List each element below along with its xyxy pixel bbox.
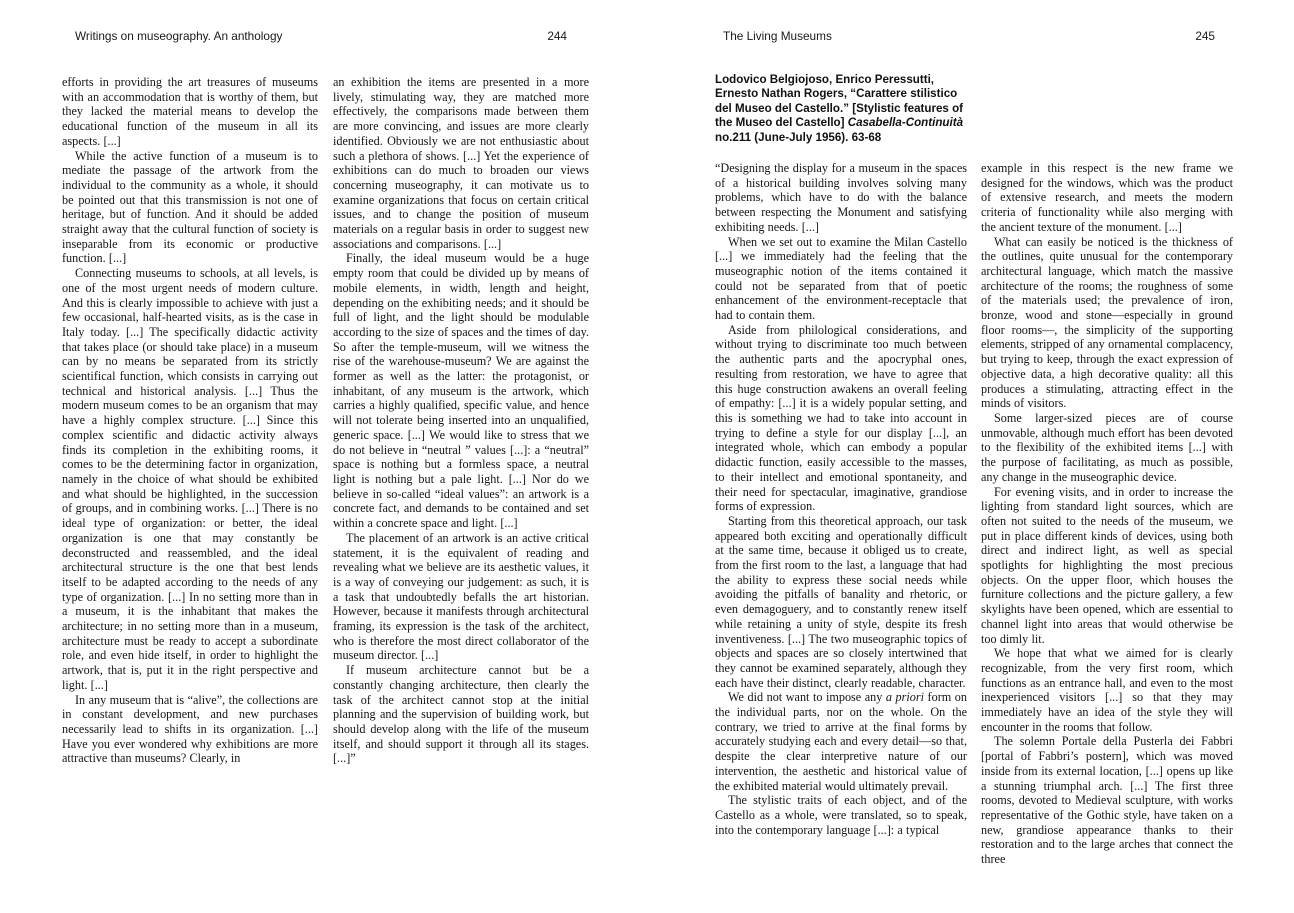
paragraph: Aside from philological considerations, and without trying to discriminate too much between the authentic parts and the apocryphal ones, resulting from restoration, we have to agree that this huge construction awakens an overall feeling of empathy: [...] it is a widely popular setting, and this is something we had to take into account in trying to define a style for our display [...], an integrated whole, which can embody a popular didactic function, easily accessible to the masses, to their intellect and emotional spontaneity, and their need for spectacular, imaginative, grandiose forms of expression. (715, 322, 967, 514)
paragraph: Finally, the ideal museum would be a huge empty room that could be divided up by means of mobile elements, in width, length and height, depending on the exhibiting needs; and it should be full of light, and the light should be modulable according to the size of spaces and the times of day. So after the temple-museum, will we witness the rise of the warehouse-museum? We are against the former as well as the latter: the protagonist, or inhabitant, of any museum is the artwork, which carries a highly qualified, specific value, and hence will not tolerate being inserted into an unqualified, generic space. [...] We would like to stress that we do not believe in “neutral ” values [...]: a “neutral” space is nothing but a formless space, a neutral light is nothing but a pale light. [...] Nor do we believe in so-called “ideal values”: an artwork is a concrete fact, and demands to be contained and set within a concrete space and light. [...] (333, 251, 589, 531)
paragraph: example in this respect is the new frame we designed for the windows, which was the product of extensive research, and meets the modern criteria of functionality while also merging with the ancient texture of the monument. [...] (981, 161, 1233, 234)
article-heading-text: Lodovico Belgiojoso, Enrico Peressutti, Ernesto Nathan Rogers, “Carattere stilistico del Museo del Castello.” [Stylistic features of the Museo del Castello] (715, 73, 964, 130)
paragraph: an exhibition the items are presented in a more lively, stimulating way, they are matched more effectively, the comparisons made between them are more convincing, and issues are more clearly identified. Obviously we are not enthusiastic about such a plethora of shows. [...] Yet the experience of exhibitions can do much to broaden our views concerning museography, it can motivate us to examine organizations that focus on certain critical issues, and to change the position of museum materials on a regular basis in order to suggest new associations and comparisons. [...] (333, 75, 589, 251)
paragraph: The placement of an artwork is an active critical statement, it is the equivalent of reading and revealing what we believe are its aesthetic values, it is a way of conveying our judgement: as such, it is a task that undoubtedly befalls the art historian. However, because it manifests through architectural framing, its expression is the task of the architect, who is therefore the most direct collaborator of the museum director. [...] (333, 530, 589, 663)
left-page (62, 30, 589, 766)
article-heading-citation: no.211 (June-July 1956). 63-68 (715, 130, 882, 144)
left-page-number: 244 (547, 29, 567, 43)
paragraph-text: We did not want to impose any (728, 690, 886, 705)
left-page-columns (62, 75, 589, 766)
right-column-2 (981, 161, 1233, 867)
paragraph-text: form on the individual parts, nor on the whole. On the contrary, we tried to arrive at the final forms by accurately studying each and every detail—so that, despite the clear interpretive nature of our intervention, the aesthetic and historical value of the exhibited material would ultimately prevail. (715, 690, 967, 793)
right-page-number: 245 (1195, 29, 1215, 43)
left-column-2 (333, 75, 589, 766)
paragraph (715, 690, 967, 793)
left-running-head (62, 30, 589, 43)
right-page (715, 30, 1233, 867)
paragraph: If museum architecture cannot but be a constantly changing architecture, then clearly the task of the architect cannot stop at the initial planning and the supervision of building work, but should develop along with the life of the museum itself, and should support it through all its stages. [...]” (333, 663, 589, 766)
paragraph: When we set out to examine the Milan Castello [...] we immediately had the feeling that the museographic notion of the items contained it could not be separated from that of poetic enhancement of the environment-receptacle that had to contain them. (715, 234, 967, 323)
paragraph: We hope that what we aimed for is clearly recognizable, from the very first room, which functions as an entrance hall, and even to the most inexperienced visitors [...] so that they may immediately have an idea of the style they will encounter in the rooms that follow. (981, 646, 1233, 734)
latin-phrase: a priori (885, 690, 924, 705)
paragraph: The solemn Portale della Pusterla dei Fabbri [portal of Fabbri’s postern], which was moved inside from its external location, [...] opens up like a stunning triumphal arch. [...] The first three rooms, devoted to Medieval sculpture, with works representative of the Gothic style, have taken on a new, grandiose appearance thanks to their restoration and to the large arches that connect the three (981, 734, 1233, 867)
paragraph: The stylistic traits of each object, and of the Castello as a whole, were translated, so to speak, into the contemporary language [...]: a typical (715, 793, 967, 837)
paragraph: In any museum that is “alive”, the collections are in constant development, and new purchases necessarily lead to shifts in its organization. [...] Have you ever wondered why exhibitions are more attractive than museums? Clearly, in (62, 692, 318, 766)
right-header-title: The Living Museums (723, 29, 832, 43)
paragraph: Connecting museums to schools, at all levels, is one of the most urgent needs of modern culture. And this is clearly impossible to achieve with just a few occasional, half-hearted visits, as is the case in Italy today. [...] The specifically didactic activity that takes place (or should take place) in a museum can by no means be separated from its strictly scientifical function, which consists in carrying out technical and historical analysis. [...] Thus the modern museum comes to be an organism that may have a highly complex structure. [...] Since this complex scientific and didactic activity always finds its completion in the exhibiting rooms, it comes to be the determining factor in organization, namely in the choice of what should be exhibited and what should be highlighted, in the succession of groups, and in combining works. [...] There is no ideal type of organization: or better, the ideal organization is one that may constantly be deconstructed and reassembled, and the ideal architectural structure is the one that best lends itself to be adapted according to the needs of any type of organization. [...] In no setting more than in a museum, it is the inhabitant that makes the architecture; in no setting more than in a museum, architecture must be ready to accept a subordinate role, and even hide itself, in order to highlight the artwork, that is, put it in the right perspective and light. [...] (62, 266, 318, 692)
article-heading (715, 73, 967, 145)
left-header-title: Writings on museography. An anthology (75, 29, 283, 43)
right-page-columns (715, 161, 1233, 867)
paragraph: “Designing the display for a museum in the spaces of a historical building involves solving many problems, which have to do with the balance between respecting the Monument and satisfying exhibiting needs. [...] (715, 161, 967, 234)
paragraph: For evening visits, and in order to increase the lighting from standard light sources, which are often not suited to the needs of the museum, we put in place different kinds of devices, using both direct and indirect light, as well as special spotlights for highlighting the most precious objects. On the upper floor, which houses the furniture collections and the picture gallery, a few skylights have been opened, which are essential to channel light into areas that would otherwise be too dimly lit. (981, 484, 1233, 646)
paragraph: Some larger-sized pieces are of course unmovable, although much effort has been devoted to the flexibility of the exhibited items [...] with the purpose of facilitating, as much as possible, any change in the museographic device. (981, 410, 1233, 484)
right-column-1 (715, 161, 967, 867)
left-column-1 (62, 75, 318, 766)
paragraph: What can easily be noticed is the thickness of the outlines, quite unusual for the contemporary architectural language, which match the massive architecture of the rooms; the roughness of some of the materials used; the prevalence of iron, bronze, wood and stone—especially in ground floor rooms—, the simplicity of the supporting elements, stripped of any ornamental complacency, but trying to keep, through the exact expression of objective data, a high decorative quality: all this produces a stimulating, attracting effect in the minds of visitors. (981, 234, 1233, 411)
right-running-head (715, 30, 1233, 43)
article-heading-journal-title: Casabella-Continuità (847, 116, 964, 130)
paragraph: While the active function of a museum is to mediate the passage of the artwork from the individual to the community as a whole, it should be pointed out that this transmission is not one of heritage, but of function. And it should be added straight away that the cultural function of society is inseparable from its economic or productive function. [...] (62, 148, 318, 266)
paragraph: Starting from this theoretical approach, our task appeared both exciting and operationally difficult at the same time, because it obliged us to create, from the first room to the last, a language that had the ability to express these social needs while avoiding the pitfalls of banality and rhetoric, or even demagoguery, and to constantly renew itself while retaining a unity of style, despite its fresh inventiveness. [...] The two museographic topics of objects and spaces are so closely intertwined that they cannot be examined separately, although they each have their distinct, clearly readable, character. (715, 513, 967, 690)
paragraph: efforts in providing the art treasures of museums with an accommodation that is worthy of them, but they lacked the material means to develop the educational function of the museum in all its aspects. [...] (62, 75, 318, 148)
